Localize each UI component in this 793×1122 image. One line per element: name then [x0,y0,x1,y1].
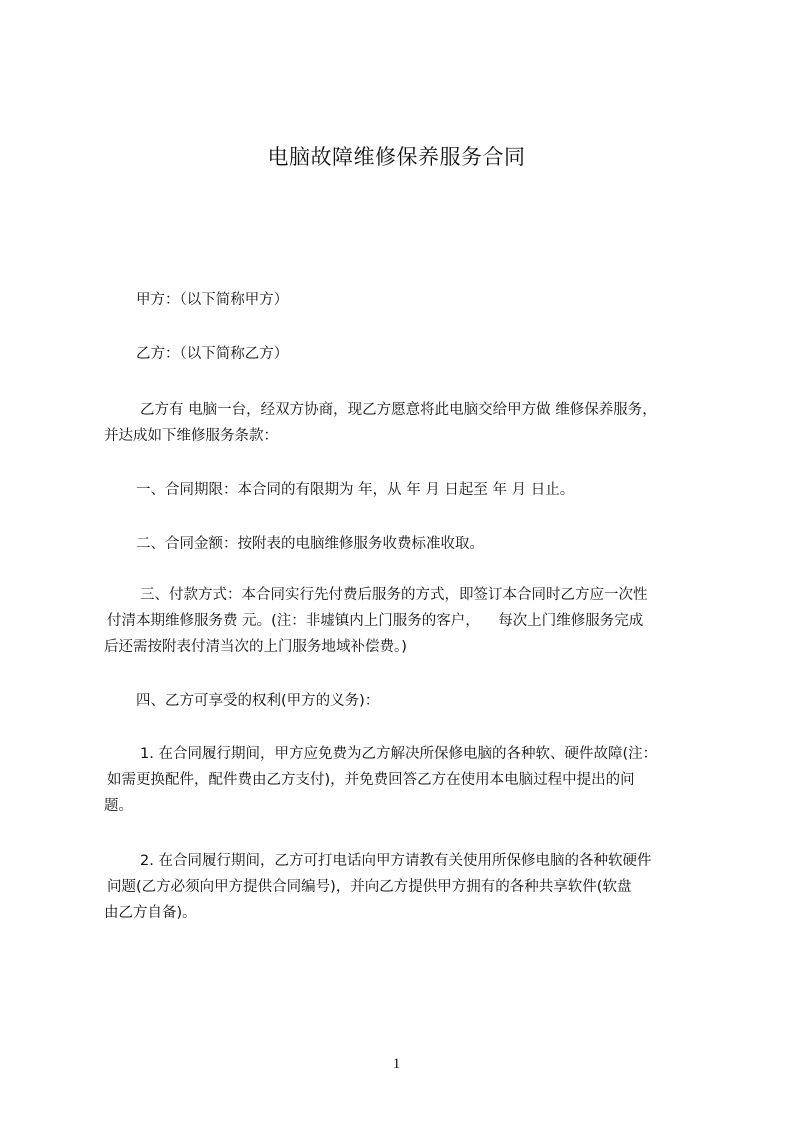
item-2-line-1: 2. 在合同履行期间，乙方可打电话向甲方请教有关使用所保修电脑的各种软硬件 [140,853,652,869]
clause-3-line-2: 付清本期维修服务费 元。(注：非墟镇内上门服务的客户， 每次上门维修服务完成 [107,613,644,629]
item-2-line-3: 由乙方自备)。 [104,905,197,921]
clause-3-line-3: 后还需按附表付清当次的上门服务地域补偿费。) [104,639,407,655]
clause-2-amount: 二、合同金额：按附表的电脑维修服务收费标准收取。 [136,536,484,552]
clause-1-term: 一、合同期限：本合同的有限期为 年，从 年 月 日起至 年 月 日止。 [136,482,575,498]
document-title: 电脑故障维修保养服务合同 [267,145,526,169]
intro-line-2: 并达成如下维修服务条款： [104,428,278,444]
item-1-line-1: 1. 在合同履行期间，甲方应免费为乙方解决所保修电脑的各种软、硬件故障(注： [140,746,658,762]
party-b-line: 乙方：（以下简称乙方） [136,346,289,362]
clause-4-heading: 四、乙方可享受的权利(甲方的义务)： [136,693,380,709]
item-1-line-2: 如需更换配件，配件费由乙方支付)，并免费回答乙方在使用本电脑过程中提出的问 [107,772,635,788]
item-2-line-2: 问题(乙方必须向甲方提供合同编号)，并向乙方提供甲方拥有的各种共享软件(软盘 [107,879,632,895]
intro-line-1: 乙方有 电脑一台，经双方协商，现乙方愿意将此电脑交给甲方做 维修保养服务， [140,402,657,418]
clause-3-line-1: 三、付款方式：本合同实行先付费后服务的方式，即签订本合同时乙方应一次性 [140,587,648,603]
item-1-line-3: 题。 [104,798,133,814]
page-number: 1 [392,1056,401,1072]
party-a-line: 甲方：（以下简称甲方） [136,292,289,308]
